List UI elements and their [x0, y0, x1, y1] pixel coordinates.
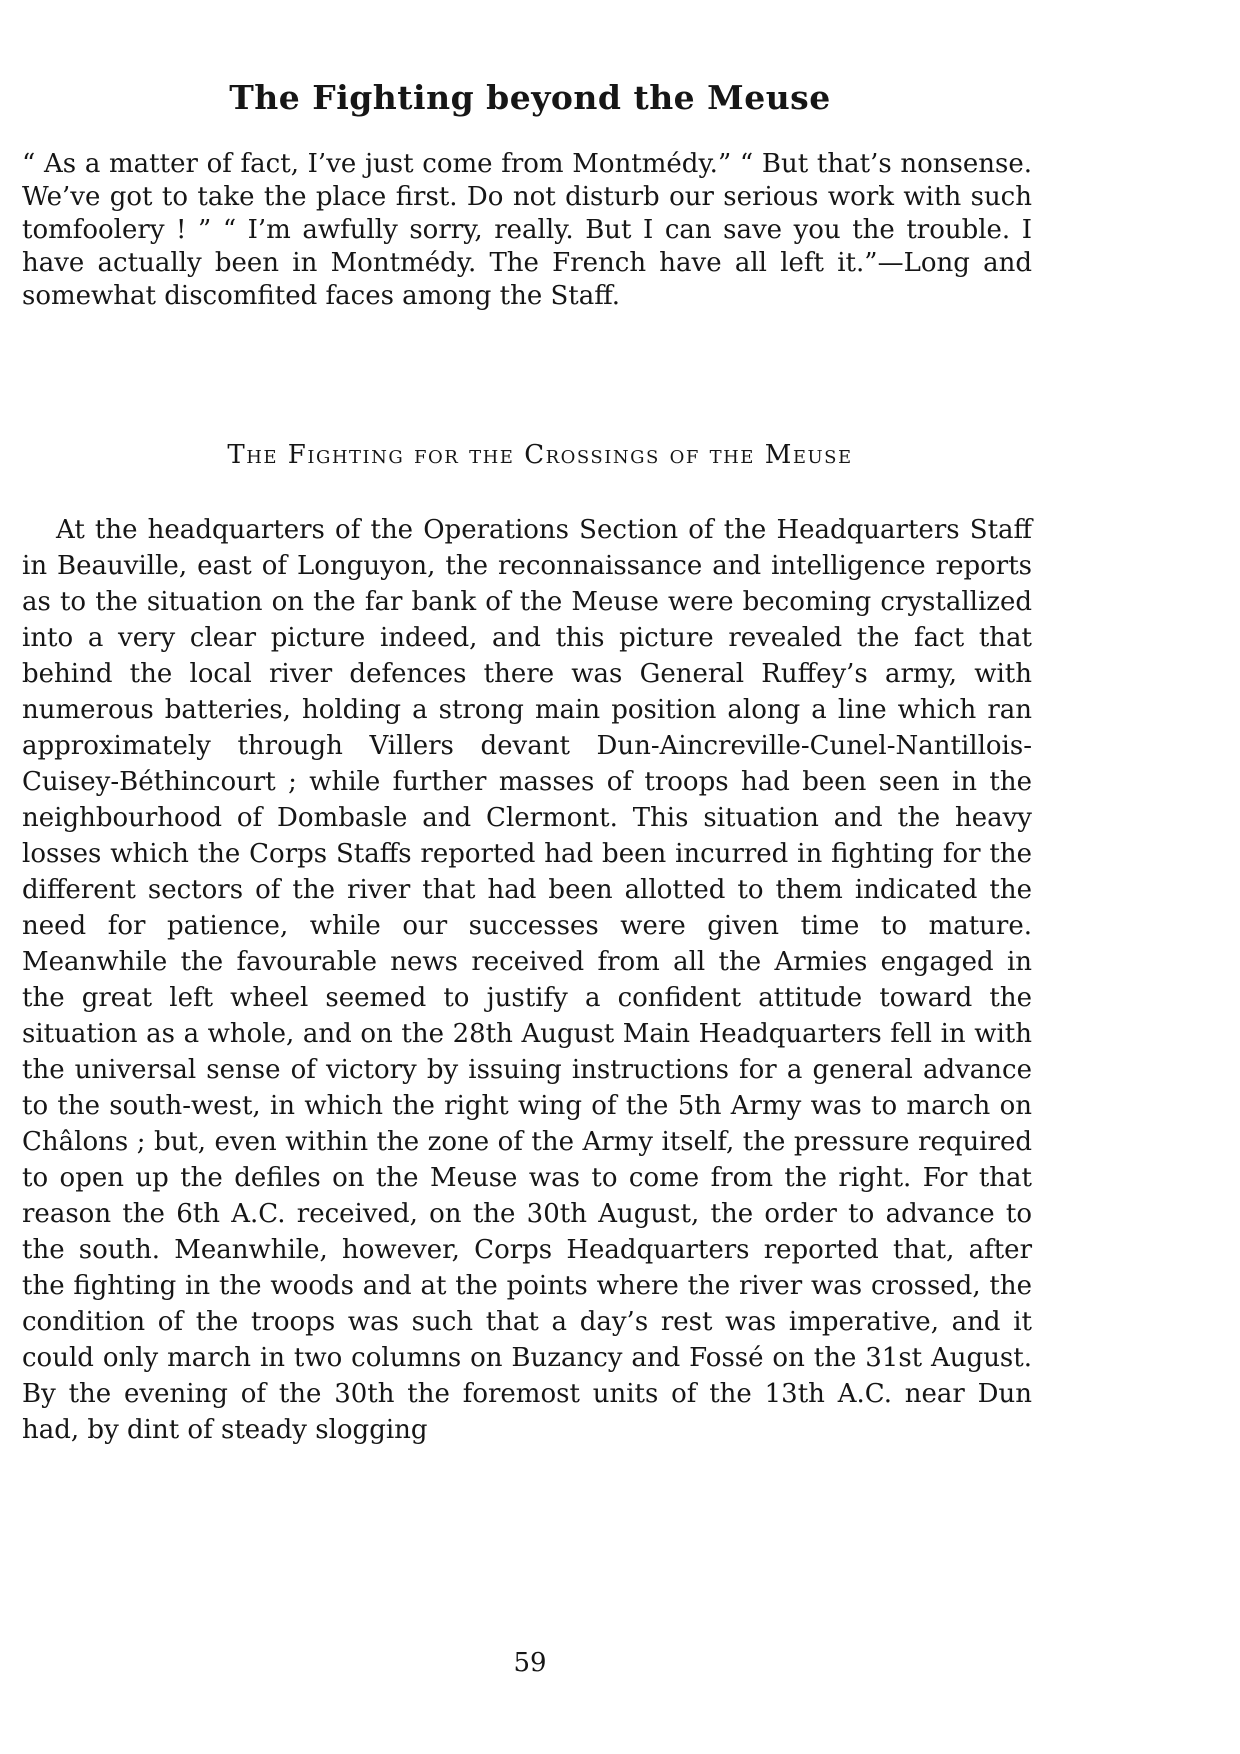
page-number: 59: [513, 1648, 547, 1678]
running-head: The Fighting beyond the Meuse: [229, 78, 831, 117]
intro-paragraph: “ As a matter of fact, I’ve just come from Montmédy.” “ But that’s nonsense. We’ve got to take the place first. Do not disturb our serious work with such tomfoolery ! ” “ I’m awfully sorry, really. But I can save you the trouble. I have actually been in Montmédy. The French have all left it.”—Long and somewhat discomfited faces among the Staff.: [22, 149, 1032, 311]
section-heading: The Fighting for the Crossings of the Meuse: [227, 440, 853, 470]
section-paragraph: At the headquarters of the Operations Section of the Headquarters Staff in Beauville, east of Longuyon, the reconnaissance and intelligence reports as to the situation on the far bank of the Meuse were becoming crystallized into a very clear picture indeed, and this picture revealed the fact that behind the local river defences there was General Ruffey’s army, with numerous batteries, holding a strong main position along a line which ran approximately through Villers devant Dun-Aincreville-Cunel-Nantillois-Cuisey-Béthincourt ; while further masses of troops had been seen in the neighbourhood of Dombasle and Clermont. This situation and the heavy losses which the Corps Staffs reported had been incurred in fighting for the different sectors of the river that had been allotted to them indicated the need for patience, while our successes were given time to mature. Meanwhile the favourable news received from all the Armies engaged in the great left wheel seemed to justify a confident attitude toward the situation as a whole, and on the 28th August Main Headquarters fell in with the universal sense of victory by issuing instructions for a general advance to the south-west, in which the right wing of the 5th Army was to march on Châlons ; but, even within the zone of the Army itself, the pressure required to open up the defiles on the Meuse was to come from the right. For that reason the 6th A.C. received, on the 30th August, the order to advance to the south. Meanwhile, however, Corps Headquarters reported that, after the fighting in the woods and at the points where the river was crossed, the condition of the troops was such that a day’s rest was imperative, and it could only march in two columns on Buzancy and Fossé on the 31st August. By the evening of the 30th the foremost units of the 13th A.C. near Dun had, by dint of steady slogging: [22, 515, 1032, 1445]
